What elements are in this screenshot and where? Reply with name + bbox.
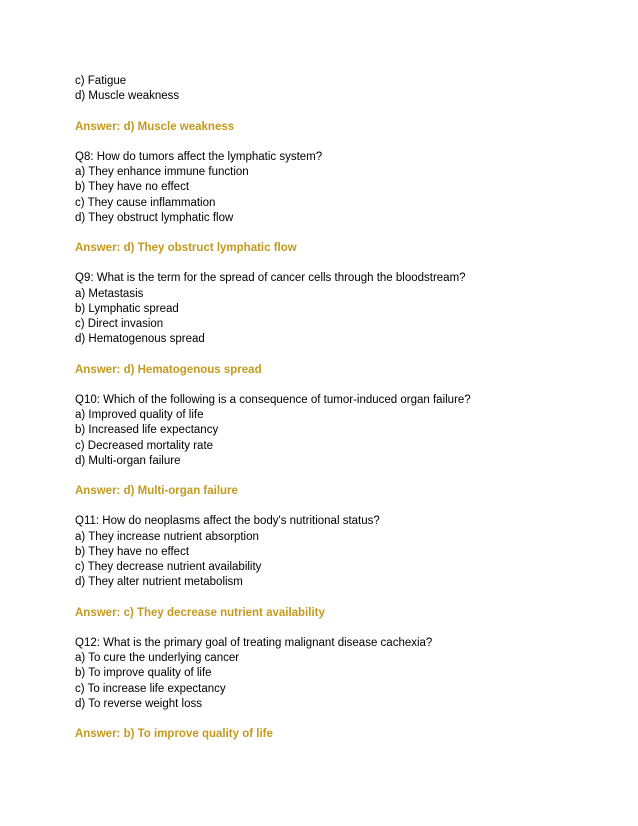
spacer [75,104,595,119]
option-d: d) Muscle weakness [75,90,180,103]
spacer [75,712,595,727]
option-a: a) Improved quality of life [75,409,204,422]
question-text: Q9: What is the term for the spread of cancer cells through the bloodstream? [75,272,466,285]
spacer [75,256,595,271]
question-block-q9 [75,271,595,393]
spacer [75,469,595,484]
spacer [75,226,595,241]
spacer [75,347,595,362]
spacer [75,499,595,514]
option-a: a) They increase nutrient absorption [75,530,259,543]
answer-line: Answer: d) Multi-organ failure [75,485,238,498]
option-d: d) Hematogenous spread [75,333,205,346]
answer-line: Answer: c) They decrease nutrient availability [75,606,325,619]
answer-line: Answer: d) They obstruct lymphatic flow [75,242,297,255]
question-block-q7-continued [75,74,595,150]
question-text: Q8: How do tumors affect the lymphatic system? [75,150,323,163]
question-block-q10 [75,393,595,515]
option-d: d) They obstruct lymphatic flow [75,211,234,224]
option-c: c) Fatigue [75,75,127,87]
question-text: Q12: What is the primary goal of treating malignant disease cachexia? [75,636,433,649]
option-a: a) They enhance immune function [75,166,249,179]
option-b: b) To improve quality of life [75,667,212,680]
option-b: b) Increased life expectancy [75,424,219,437]
spacer [75,378,595,393]
option-c: c) They cause inflammation [75,196,216,209]
question-text: Q11: How do neoplasms affect the body's nutritional status? [75,515,380,528]
option-a: a) Metastasis [75,287,144,300]
spacer [75,135,595,150]
question-block-q8 [75,150,595,272]
answer-line: Answer: b) To improve quality of life [75,728,273,741]
answer-line: Answer: d) Muscle weakness [75,120,235,133]
option-c: c) Decreased mortality rate [75,439,214,452]
document-page [75,74,595,742]
option-c: c) To increase life expectancy [75,682,226,695]
option-b: b) They have no effect [75,545,190,558]
option-d: d) They alter nutrient metabolism [75,576,243,589]
answer-line: Answer: d) Hematogenous spread [75,363,262,376]
spacer [75,590,595,605]
option-b: b) They have no effect [75,181,190,194]
question-block-q12 [75,636,595,742]
option-c: c) Direct invasion [75,318,164,330]
option-d: d) To reverse weight loss [75,697,202,710]
option-b: b) Lymphatic spread [75,302,179,315]
option-a: a) To cure the underlying cancer [75,652,240,665]
question-text: Q10: Which of the following is a consequence of tumor-induced organ failure? [75,393,471,406]
option-d: d) Multi-organ failure [75,454,181,467]
spacer [75,621,595,636]
question-block-q11 [75,514,595,636]
option-c: c) They decrease nutrient availability [75,561,262,573]
